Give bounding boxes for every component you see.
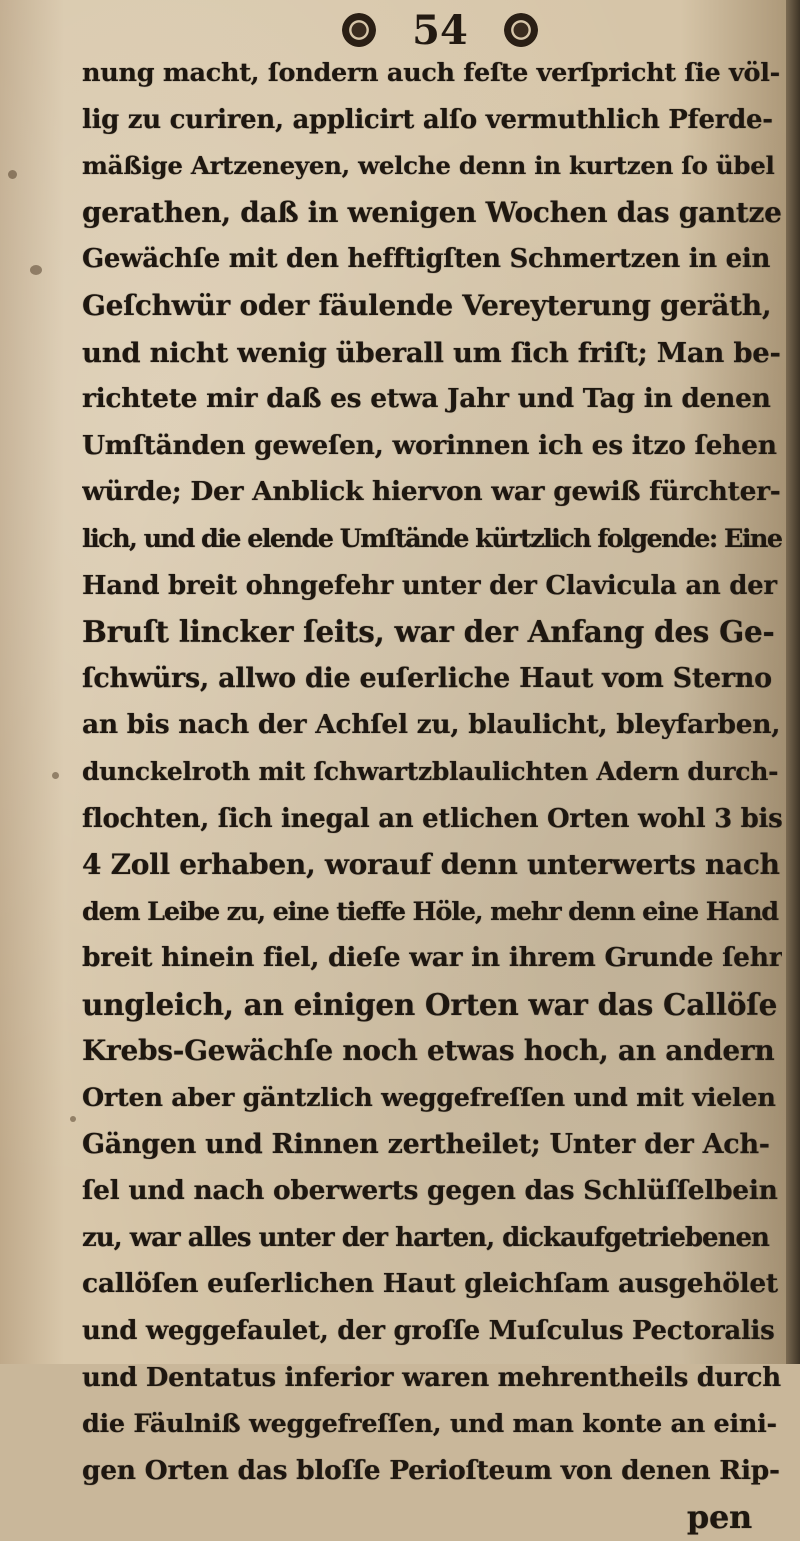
text-line: würde; Der Anblick hiervon war gewiß fürchter- bbox=[82, 476, 781, 508]
text-line: breit hinein fiel, dieſe war in ihrem Grunde ſehr bbox=[82, 942, 782, 974]
text-line: richtete mir daß es etwa Jahr und Tag in denen bbox=[82, 383, 771, 415]
ink-spot bbox=[70, 1116, 76, 1122]
ink-spot bbox=[52, 772, 59, 779]
text-line: flochten, ſich inegal an etlichen Orten wohl 3 bis bbox=[82, 803, 782, 834]
text-line: Umſtänden geweſen, worinnen ich es itzo ſehen bbox=[82, 429, 777, 461]
page-header bbox=[320, 4, 560, 56]
text-line: die Fäulniß weggefreſſen, und man konte an eini- bbox=[82, 1409, 777, 1440]
text-line: gen Orten das bloſſe Perioſteum von denen Rip- bbox=[82, 1454, 780, 1486]
catchword: pen bbox=[686, 1498, 752, 1537]
text-line: ungleich, an einigen Orten war das Callöſe bbox=[82, 986, 778, 1022]
text-line: Geſchwür oder fäulende Vereyterung geräth, bbox=[82, 288, 772, 322]
text-line: und Dentatus inferior waren mehrentheils durch bbox=[82, 1362, 781, 1393]
text-line: ſel und nach oberwerts gegen das Schlüſſelbein bbox=[82, 1175, 778, 1207]
text-line: zu, war alles unter der harten, dickaufgetriebenen bbox=[82, 1222, 769, 1253]
page-number: 54 bbox=[412, 6, 468, 54]
ink-spot bbox=[8, 170, 17, 179]
text-line: dem Leibe zu, eine tieffe Höle, mehr denn eine Hand bbox=[82, 896, 778, 927]
text-line: mäßige Artzeneyen, welche denn in kurtzen ſo übel bbox=[82, 151, 775, 181]
text-line: Hand breit ohngefehr unter der Clavicula an der bbox=[82, 570, 777, 601]
body-text bbox=[82, 50, 782, 1541]
text-line: nung macht, ſondern auch feſte verſpricht ſie völ- bbox=[82, 58, 780, 88]
text-line: lig zu curiren, applicirt alſo vermuthlich Pferde- bbox=[82, 104, 773, 135]
text-line: 4 Zoll erhaben, worauf denn unterwerts nach bbox=[82, 848, 780, 882]
text-line: Bruſt lincker ſeits, war der Anfang des Ge- bbox=[82, 614, 775, 650]
text-line: ſchwürs, allwo die euſerliche Haut vom Sterno bbox=[82, 662, 772, 694]
text-line: lich, und die elende Umſtände kürtzlich folgende: Eine bbox=[82, 523, 782, 554]
text-line: dunckelroth mit ſchwartzblaulichten Adern durch- bbox=[82, 756, 779, 786]
text-line: callöſen euſerlichen Haut gleichſam ausgehölet bbox=[82, 1268, 778, 1300]
text-line: gerathen, daß in wenigen Wochen das gantze bbox=[82, 195, 782, 229]
text-line: und weggefaulet, der groſſe Muſculus Pectoralis bbox=[82, 1316, 775, 1347]
ornament-icon bbox=[504, 13, 538, 47]
text-line: Orten aber gäntzlich weggefreſſen und mit vielen bbox=[82, 1083, 776, 1114]
text-line: Gewächſe mit den hefftigſten Schmertzen in ein bbox=[82, 244, 771, 275]
text-line: und nicht wenig überall um ſich friſt; Man be- bbox=[82, 336, 781, 369]
text-line: Krebs-Gewächſe noch etwas hoch, an andern bbox=[82, 1034, 775, 1068]
text-line: Gängen und Rinnen zertheilet; Unter der Ach- bbox=[82, 1128, 770, 1160]
text-line: an bis nach der Achſel zu, blaulicht, bleyfarben, bbox=[82, 709, 781, 741]
ornament-icon bbox=[342, 13, 376, 47]
page-gutter-shadow bbox=[786, 0, 800, 1364]
ink-spot bbox=[30, 265, 42, 275]
